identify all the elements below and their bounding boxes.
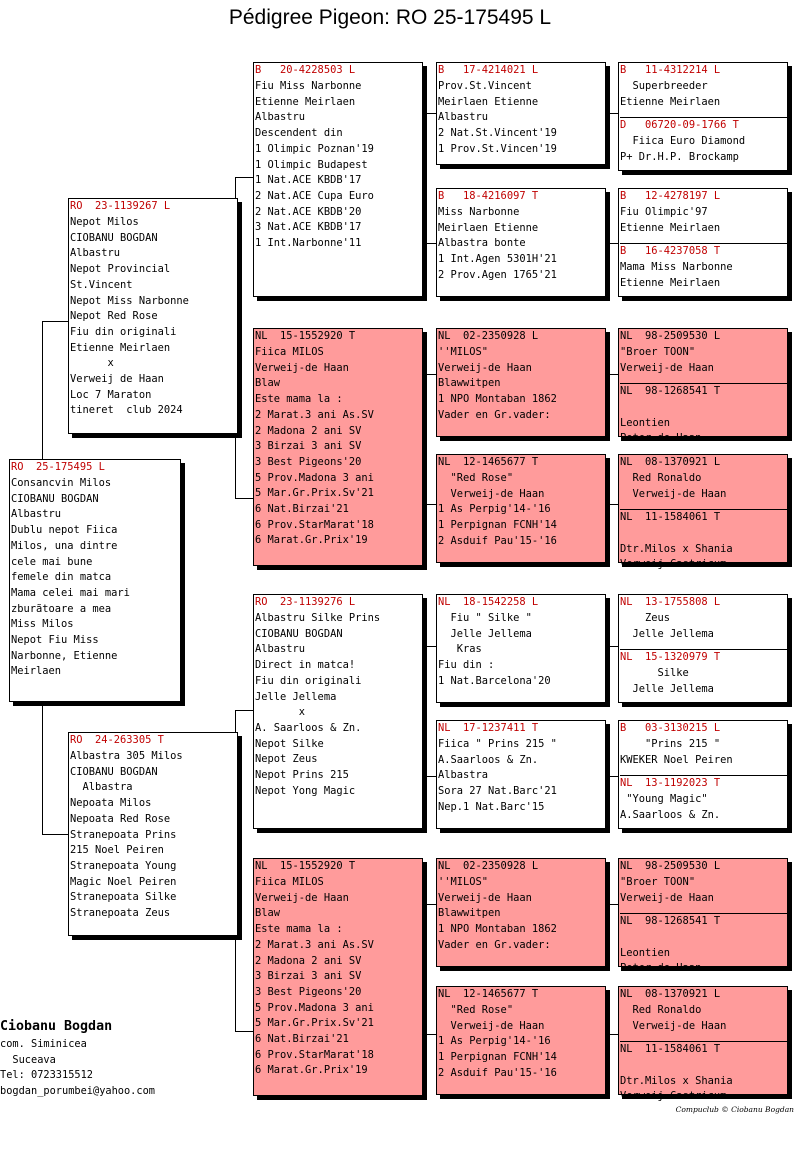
pigeon-info-line	[620, 930, 787, 946]
ring-number: B 12-4278197 L	[620, 190, 721, 202]
pigeon-info-line: Fiu " Silke "	[438, 612, 532, 624]
pigeon-info-line: Leontien	[620, 416, 671, 429]
pigeon-info-line: Albastra bonte	[438, 237, 526, 250]
pigeon-info-line: Nepot Miss Narbonne	[70, 294, 189, 307]
pigeon-info-line: 3 Birzai 3 ani SV	[255, 440, 362, 453]
connector	[426, 374, 436, 375]
ring-number: NL 18-1542258 L	[438, 596, 539, 608]
ring-number: NL 98-1268541 T	[620, 385, 721, 397]
pigeon-info-line: Meirlaen	[11, 665, 62, 678]
pigeon-info-line: Meirlaen Etienne	[438, 95, 539, 108]
great-great-grandparent-entry[interactable]	[620, 595, 787, 649]
pigeon-info-line: "Prins 215 "	[620, 738, 721, 750]
ring-number: NL 13-1755808 L	[620, 596, 721, 608]
pigeon-info-line: Miss Milos	[11, 618, 74, 631]
ring-number: NL 15-1320979 T	[620, 651, 721, 663]
connector	[426, 776, 436, 777]
pigeon-info-line: Peter de Haan	[620, 962, 702, 975]
pigeon-info-line: 2 Nat.ACE Cupa Euro	[255, 189, 374, 202]
pigeon-info-line: Zeus	[620, 612, 671, 624]
great-grandparent-card[interactable]	[436, 594, 606, 703]
g4-pair-card[interactable]	[618, 858, 788, 975]
pigeon-info-line: 2 Prov.Agen 1765'21	[438, 268, 557, 281]
owner-info	[0, 1017, 155, 1100]
connector	[426, 646, 427, 776]
pigeon-info-line: 2 Nat.St.Vincent'19	[438, 127, 557, 140]
pigeon-info-line: Narbonne, Etienne	[11, 649, 118, 662]
pigeon-info-line: Nepoata Red Rose	[70, 812, 171, 825]
pigeon-info-line: Fiica MILOS	[255, 876, 324, 888]
pigeon-info-line: 1 Int.Narbonne'11	[255, 237, 362, 250]
pigeon-info-line: ''MILOS"	[438, 876, 489, 888]
connector	[42, 321, 70, 322]
footer-credit: Compuclub © Ciobanu Bogdan	[675, 1105, 794, 1114]
pigeon-info-line: Albastru	[11, 508, 62, 521]
pigeon-info-line: 6 Marat.Gr.Prix'19	[255, 1064, 368, 1077]
ring-number: RO 24-263305 T	[70, 734, 164, 746]
ring-number: NL 15-1552920 T	[255, 330, 356, 342]
subject-pigeon-card[interactable]	[9, 459, 181, 702]
ring-number: B 17-4214021 L	[438, 64, 539, 76]
connector	[426, 374, 427, 504]
pigeon-info-line: x	[255, 706, 306, 719]
pigeon-info-line: 6 Nat.Birzai'21	[255, 1033, 349, 1046]
ring-number: RO 23-1139276 L	[255, 596, 356, 608]
ring-number: RO 23-1139267 L	[70, 200, 171, 212]
pigeon-info-line: Albastru Silke Prins	[255, 612, 381, 624]
great-great-grandparent-entry[interactable]	[620, 649, 787, 697]
ring-number: B 18-4216097 T	[438, 190, 539, 202]
pigeon-info-line: Albastru	[255, 643, 306, 656]
g4-pair-card[interactable]	[618, 188, 788, 297]
pigeon-info-line: 1 NPO Montaban 1862	[438, 923, 557, 936]
page-title: Pédigree Pigeon: RO 25-175495 L	[228, 6, 552, 29]
pigeon-info-line: Peter de Haan	[620, 432, 702, 445]
great-grandparent-card[interactable]	[436, 188, 606, 297]
connector	[608, 113, 618, 114]
pigeon-info-line: ''MILOS"	[438, 346, 489, 358]
pigeon-info-line: Consancvin Milos	[11, 477, 112, 489]
great-great-grandparent-entry[interactable]	[620, 329, 787, 383]
pigeon-info-line: Verweij-Castricum	[620, 558, 727, 571]
pigeon-info-line: x	[70, 357, 114, 370]
pigeon-info-line: CIOBANU BOGDAN	[11, 492, 99, 505]
ring-number: NL 13-1192023 T	[620, 777, 721, 789]
pigeon-info-line: zburãtoare a mea	[11, 602, 112, 615]
pigeon-info-line: 5 Mar.Gr.Prix.Sv'21	[255, 487, 374, 500]
pigeon-info-line: Jelle Jellema	[255, 690, 337, 703]
pigeon-info-line: Nepot Prins 215	[255, 769, 349, 782]
pigeon-info-line: 1 Perpignan FCNH'14	[438, 519, 557, 532]
pigeon-info-line: 3 Best Pigeons'20	[255, 455, 362, 468]
ring-number: NL 15-1552920 T	[255, 860, 356, 872]
pigeon-info-line: 3 Nat.ACE KBDB'17	[255, 221, 362, 234]
pigeon-info-line: Descendent din	[255, 127, 343, 140]
pigeon-info-line: Fiica Euro Diamond	[620, 135, 746, 147]
pigeon-info-line: Fiu din originali	[70, 325, 177, 338]
ring-number: NL 02-2350928 L	[438, 860, 539, 872]
great-great-grandparent-entry[interactable]	[620, 189, 787, 243]
g4-pair-card[interactable]	[618, 454, 788, 571]
pigeon-info-line: 1 Prov.St.Vincen'19	[438, 142, 557, 155]
pigeon-info-line: Vader en Gr.vader:	[438, 938, 551, 951]
pigeon-info-line: Magic Noel Peiren	[70, 875, 177, 888]
pigeon-info-line: P+ Dr.H.P. Brockamp	[620, 150, 739, 163]
pigeon-info-line: CIOBANU BOGDAN	[70, 231, 158, 244]
ring-number: B 11-4312214 L	[620, 64, 721, 76]
pigeon-info-line: 6 Marat.Gr.Prix'19	[255, 534, 368, 547]
ring-number: NL 98-2509530 L	[620, 860, 721, 872]
pigeon-info-line: 1 Nat.ACE KBDB'17	[255, 174, 362, 187]
connector	[608, 504, 618, 505]
pigeon-info-line: Nepot Zeus	[255, 753, 318, 766]
pigeon-info-line: Albastru	[255, 111, 306, 124]
pigeon-info-line: Nepot Fiu Miss	[11, 634, 99, 647]
ring-number: B 20-4228503 L	[255, 64, 356, 76]
connector	[426, 904, 436, 905]
ring-number: D 06720-09-1766 T	[620, 119, 739, 131]
great-great-grandparent-entry[interactable]	[620, 243, 787, 291]
pigeon-info-line: Meirlaen Etienne	[438, 221, 539, 234]
pigeon-info-line: Este mama la :	[255, 923, 343, 936]
pigeon-info-line: Etienne Meirlaen	[70, 341, 171, 354]
pigeon-info-line: Milos, una dintre	[11, 539, 118, 552]
great-grandparent-card[interactable]	[436, 454, 606, 563]
pigeon-info-line: 3 Best Pigeons'20	[255, 985, 362, 998]
ring-number: NL 08-1370921 L	[620, 988, 721, 1000]
pigeon-info-line: 3 Birzai 3 ani SV	[255, 970, 362, 983]
pigeon-info-line: Verweij-Castricum	[620, 1090, 727, 1103]
pigeon-info-line: "Red Rose"	[438, 1004, 514, 1016]
pigeon-info-line: 1 Nat.Barcelona'20	[438, 674, 551, 687]
connector	[608, 776, 618, 777]
pigeon-info-line: femele din matca	[11, 571, 112, 584]
ring-number: B 16-4237058 T	[620, 245, 721, 257]
pigeon-info-line: Verweij-de Haan	[620, 1019, 727, 1032]
pigeon-info-line: Etienne Meirlaen	[620, 276, 721, 289]
pigeon-info-line: Etienne Meirlaen	[255, 95, 356, 108]
pigeon-info-line: 5 Mar.Gr.Prix.Sv'21	[255, 1017, 374, 1030]
pigeon-info-line: Verweij-de Haan	[438, 361, 532, 374]
pigeon-info-line: CIOBANU BOGDAN	[255, 627, 343, 640]
pigeon-info-line: 2 Asduif Pau'15-'16	[438, 534, 557, 547]
pigeon-info-line: Etienne Meirlaen	[620, 221, 721, 234]
great-great-grandparent-entry[interactable]	[620, 775, 787, 823]
pigeon-info-line: Albastru	[70, 247, 121, 260]
connector	[235, 177, 253, 178]
pigeon-info-line: Fiu din originali	[255, 674, 362, 687]
owner-email[interactable]: bogdan_porumbei@yahoo.com	[0, 1085, 155, 1098]
pigeon-info-line: 1 As Perpig'14-'16	[438, 503, 551, 516]
ring-number: NL 11-1584061 T	[620, 511, 721, 523]
great-grandparent-card[interactable]	[436, 328, 606, 437]
pigeon-info-line: Stranepoata Young	[70, 859, 177, 872]
pigeon-info-line: Red Ronaldo	[620, 472, 702, 484]
owner-line: Suceava	[0, 1053, 56, 1066]
great-great-grandparent-entry[interactable]	[620, 63, 787, 117]
great-great-grandparent-entry[interactable]	[620, 987, 787, 1041]
pigeon-info-line: Fiica " Prins 215 "	[438, 738, 557, 750]
connector	[608, 1034, 618, 1035]
pigeon-info-line: 1 NPO Montaban 1862	[438, 393, 557, 406]
pigeon-info-line: Albastru	[438, 111, 489, 124]
owner-name: Ciobanu Bogdan	[0, 1019, 113, 1034]
pigeon-info-line: Verweij de Haan	[70, 373, 164, 386]
connector	[426, 243, 436, 244]
pigeon-info-line	[620, 526, 787, 542]
ring-number: RO 25-175495 L	[11, 461, 105, 473]
pigeon-info-line: Leontien	[620, 946, 671, 959]
pigeon-info-line: Nepot Red Rose	[70, 310, 158, 323]
pigeon-info-line: KWEKER Noel Peiren	[620, 753, 733, 766]
ring-number: NL 12-1465677 T	[438, 988, 539, 1000]
pigeon-info-line: 215 Noel Peiren	[70, 844, 164, 857]
sire-dam-card[interactable]	[253, 328, 423, 566]
pigeon-info-line: Fiu din :	[438, 659, 495, 672]
pigeon-info-line: Jelle Jellema	[620, 682, 714, 695]
pigeon-info-line: tineret club 2024	[70, 404, 183, 417]
g4-pair-card[interactable]	[618, 62, 788, 171]
pigeon-info-line: A. Saarloos & Zn.	[255, 721, 362, 734]
connector	[235, 710, 253, 711]
pigeon-info-line: Nepot Provincial	[70, 263, 171, 276]
pigeon-info-line: 1 Perpignan FCNH'14	[438, 1051, 557, 1064]
pigeon-info-line: Nep.1 Nat.Barc'15	[438, 800, 545, 813]
pigeon-info-line: Verweij-de Haan	[620, 361, 714, 374]
g4-pair-card[interactable]	[618, 594, 788, 703]
pigeon-info-line: Albastra	[70, 781, 133, 794]
great-great-grandparent-entry[interactable]	[620, 455, 787, 509]
pigeon-info-line: Mama celei mai mari	[11, 586, 130, 599]
great-great-grandparent-entry[interactable]	[620, 721, 787, 775]
pigeon-info-line	[620, 400, 787, 416]
pigeon-info-line	[620, 1058, 787, 1074]
sire-sire-card[interactable]	[253, 62, 423, 297]
pigeon-info-line: Jelle Jellema	[438, 627, 532, 640]
connector	[426, 1034, 436, 1035]
connector	[42, 705, 43, 834]
pigeon-info-line: Verweij-de Haan	[255, 891, 349, 904]
connector	[608, 646, 618, 647]
pigeon-info-line: Kras	[438, 643, 482, 656]
ring-number: NL 17-1237411 T	[438, 722, 539, 734]
connector	[608, 374, 618, 375]
pigeon-info-line: Nepot Silke	[255, 737, 324, 750]
pigeon-info-line: Etienne Meirlaen	[620, 95, 721, 108]
pigeon-info-line: Nepot Milos	[70, 216, 139, 228]
pigeon-info-line: Blaw	[255, 907, 281, 920]
pigeon-info-line: 5 Prov.Madona 3 ani	[255, 1001, 374, 1014]
connector	[608, 243, 618, 244]
pigeon-info-line: 2 Madona 2 ani SV	[255, 424, 362, 437]
pigeon-info-line: Dublu nepot Fiica	[11, 524, 118, 537]
connector	[608, 904, 618, 905]
ring-number: B 03-3130215 L	[620, 722, 721, 734]
great-great-grandparent-entry[interactable]	[620, 383, 787, 447]
pigeon-info-line: 6 Nat.Birzai'21	[255, 503, 349, 516]
connector	[426, 113, 427, 243]
great-great-grandparent-entry[interactable]	[620, 509, 787, 573]
pigeon-info-line: Fiu Olimpic'97	[620, 206, 708, 218]
owner-phone: Tel: 0723315512	[0, 1069, 93, 1082]
g4-pair-card[interactable]	[618, 986, 788, 1103]
pigeon-info-line: Verweij-de Haan	[438, 1019, 545, 1032]
pigeon-info-line: Stranepoata Zeus	[70, 907, 171, 920]
pigeon-info-line: Este mama la :	[255, 393, 343, 406]
ring-number: NL 12-1465677 T	[438, 456, 539, 468]
pigeon-info-line: 2 Madona 2 ani SV	[255, 954, 362, 967]
pigeon-info-line: Fiu Miss Narbonne	[255, 80, 362, 92]
pigeon-info-line: 2 Marat.3 ani As.SV	[255, 408, 374, 421]
pigeon-info-line: 1 Int.Agen 5301H'21	[438, 253, 557, 266]
pigeon-info-line: Verweij-de Haan	[438, 891, 532, 904]
great-grandparent-card[interactable]	[436, 720, 606, 829]
pigeon-info-line: A.Saarloos & Zn.	[438, 753, 539, 766]
pigeon-info-line: 6 Prov.StarMarat'18	[255, 518, 374, 531]
dam-sire-card[interactable]	[253, 594, 423, 829]
pigeon-info-line: 2 Marat.3 ani As.SV	[255, 938, 374, 951]
pigeon-info-line: Prov.St.Vincent	[438, 80, 532, 92]
great-great-grandparent-entry[interactable]	[620, 913, 787, 977]
pigeon-info-line: Nepoata Milos	[70, 797, 152, 810]
pigeon-info-line: Miss Narbonne	[438, 206, 520, 218]
pigeon-info-line: Blawwitpen	[438, 377, 501, 390]
dam-dam-card[interactable]	[253, 858, 423, 1096]
connector	[42, 321, 43, 462]
pigeon-info-line: Sora 27 Nat.Barc'21	[438, 785, 557, 798]
ring-number: NL 11-1584061 T	[620, 1043, 721, 1055]
pigeon-info-line: Jelle Jellema	[620, 627, 714, 640]
pigeon-info-line: CIOBANU BOGDAN	[70, 765, 158, 778]
sire-card[interactable]	[68, 198, 238, 434]
pigeon-info-line: "Broer TOON"	[620, 876, 696, 888]
ring-number: NL 02-2350928 L	[438, 330, 539, 342]
pigeon-info-line: Verweij-de Haan	[438, 487, 545, 500]
g4-pair-card[interactable]	[618, 328, 788, 445]
connector	[235, 1031, 253, 1032]
ring-number: NL 98-1268541 T	[620, 915, 721, 927]
great-great-grandparent-entry[interactable]	[620, 1041, 787, 1105]
pigeon-info-line: Direct in matca!	[255, 659, 356, 672]
connector	[426, 504, 436, 505]
owner-line: com. Siminicea	[0, 1038, 87, 1050]
connector	[235, 498, 253, 499]
ring-number: NL 08-1370921 L	[620, 456, 721, 468]
pigeon-info-line: St.Vincent	[70, 278, 133, 291]
great-grandparent-card[interactable]	[436, 858, 606, 967]
pigeon-info-line: Verweij-de Haan	[620, 487, 727, 500]
pigeon-info-line: Stranepoata Prins	[70, 828, 177, 841]
pigeon-info-line: 5 Prov.Madona 3 ani	[255, 471, 374, 484]
pigeon-info-line: Fiica MILOS	[255, 346, 324, 358]
pigeon-info-line: A.Saarloos & Zn.	[620, 808, 721, 821]
pigeon-info-line: Albastra 305 Milos	[70, 750, 183, 762]
pigeon-info-line: Albastra	[438, 769, 489, 782]
g4-pair-card[interactable]	[618, 720, 788, 829]
pigeon-info-line: Verweij-de Haan	[255, 361, 349, 374]
great-great-grandparent-entry[interactable]	[620, 117, 787, 165]
connector	[426, 904, 427, 1034]
dam-card[interactable]	[68, 732, 238, 936]
connector	[426, 646, 436, 647]
pigeon-info-line: "Red Rose"	[438, 472, 514, 484]
pigeon-info-line: cele mai bune	[11, 555, 93, 568]
pigeon-info-line: Verweij-de Haan	[620, 891, 714, 904]
connector	[426, 113, 436, 114]
connector	[42, 834, 70, 835]
pigeon-info-line: Vader en Gr.vader:	[438, 408, 551, 421]
pigeon-info-line: 1 Olimpic Budapest	[255, 158, 368, 171]
pigeon-info-line: Blaw	[255, 377, 281, 390]
ring-number: NL 98-2509530 L	[620, 330, 721, 342]
pigeon-info-line: Loc 7 Maraton	[70, 388, 152, 401]
great-great-grandparent-entry[interactable]	[620, 859, 787, 913]
pigeon-info-line: 1 As Perpig'14-'16	[438, 1035, 551, 1048]
pigeon-info-line: 2 Nat.ACE KBDB'20	[255, 205, 362, 218]
pigeon-info-line: Blawwitpen	[438, 907, 501, 920]
pigeon-info-line: Nepot Yong Magic	[255, 784, 356, 797]
pigeon-info-line: Superbreeder	[620, 80, 708, 92]
pigeon-info-line: 6 Prov.StarMarat'18	[255, 1048, 374, 1061]
pigeon-info-line: Dtr.Milos x Shania	[620, 1074, 733, 1087]
pigeon-info-line: Mama Miss Narbonne	[620, 261, 733, 273]
pigeon-info-line: 1 Olimpic Poznan'19	[255, 142, 374, 155]
great-grandparent-card[interactable]	[436, 986, 606, 1095]
pigeon-info-line: 2 Asduif Pau'15-'16	[438, 1066, 557, 1079]
pigeon-info-line: "Young Magic"	[620, 793, 708, 805]
pigeon-info-line: Dtr.Milos x Shania	[620, 542, 733, 555]
pigeon-info-line: Red Ronaldo	[620, 1004, 702, 1016]
pigeon-info-line: "Broer TOON"	[620, 346, 696, 358]
pigeon-info-line: Stranepoata Silke	[70, 891, 177, 904]
pigeon-info-line: Silke	[620, 667, 689, 679]
great-grandparent-card[interactable]	[436, 62, 606, 165]
